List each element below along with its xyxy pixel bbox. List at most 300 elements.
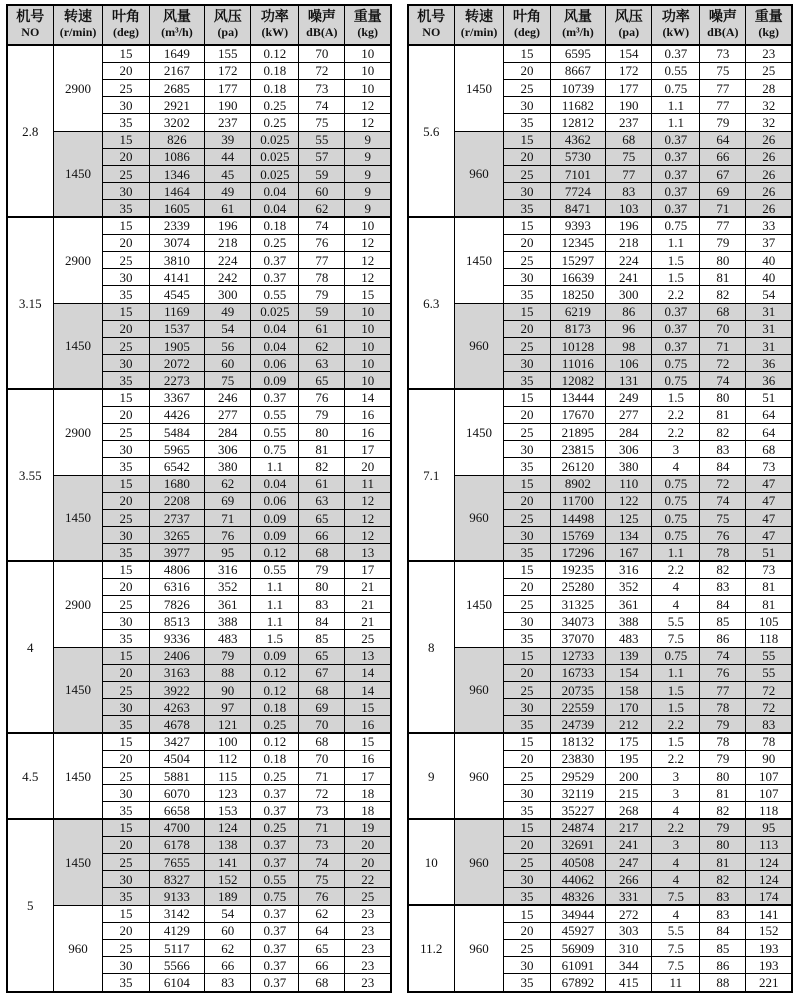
noise-cell: 78 xyxy=(299,269,345,286)
air-pressure-cell: 152 xyxy=(205,871,251,888)
air-volume-cell: 24874 xyxy=(550,819,606,836)
power-cell: 5.5 xyxy=(652,613,700,630)
weight-cell: 15 xyxy=(345,699,391,716)
air-volume-cell: 44062 xyxy=(550,871,606,888)
blade-angle-cell: 20 xyxy=(103,320,149,337)
model-no-cell: 3.55 xyxy=(7,389,53,561)
blade-angle-cell: 30 xyxy=(504,613,550,630)
air-volume-cell: 10128 xyxy=(550,337,606,354)
weight-cell: 9 xyxy=(345,200,391,217)
rpm-cell: 2900 xyxy=(53,45,103,131)
power-cell: 0.09 xyxy=(251,527,299,544)
blade-angle-cell: 30 xyxy=(504,699,550,716)
air-volume-cell: 12812 xyxy=(550,114,606,131)
air-volume-cell: 15769 xyxy=(550,527,606,544)
air-volume-cell: 5881 xyxy=(149,768,205,785)
power-cell: 0.09 xyxy=(251,647,299,664)
air-pressure-cell: 483 xyxy=(606,630,652,647)
weight-cell: 10 xyxy=(345,62,391,79)
weight-cell: 12 xyxy=(345,527,391,544)
air-volume-cell: 6178 xyxy=(149,836,205,853)
weight-cell: 72 xyxy=(746,682,792,699)
table-row xyxy=(7,389,391,406)
air-pressure-cell: 300 xyxy=(606,286,652,303)
air-volume-cell: 2208 xyxy=(149,492,205,509)
air-pressure-cell: 154 xyxy=(606,664,652,681)
blade-angle-cell: 15 xyxy=(103,905,149,922)
air-volume-cell: 56909 xyxy=(550,940,606,957)
noise-cell: 82 xyxy=(700,561,746,578)
air-pressure-cell: 237 xyxy=(606,114,652,131)
air-pressure-cell: 60 xyxy=(205,922,251,939)
weight-cell: 54 xyxy=(746,286,792,303)
weight-cell: 107 xyxy=(746,768,792,785)
power-cell: 0.37 xyxy=(251,854,299,871)
model-no-cell: 9 xyxy=(408,733,454,819)
air-pressure-cell: 241 xyxy=(606,836,652,853)
column-header-model-no: 机号 NO xyxy=(7,5,53,45)
noise-cell: 72 xyxy=(700,355,746,372)
air-volume-cell: 45927 xyxy=(550,922,606,939)
air-pressure-cell: 90 xyxy=(205,682,251,699)
blade-angle-cell: 35 xyxy=(103,544,149,561)
power-cell: 0.55 xyxy=(251,286,299,303)
blade-angle-cell: 15 xyxy=(504,131,550,148)
table-row xyxy=(408,905,792,922)
power-cell: 0.25 xyxy=(251,819,299,836)
air-pressure-cell: 352 xyxy=(606,578,652,595)
noise-cell: 68 xyxy=(700,303,746,320)
air-pressure-cell: 110 xyxy=(606,475,652,492)
noise-cell: 78 xyxy=(700,544,746,561)
power-cell: 4 xyxy=(652,596,700,613)
air-volume-cell: 34073 xyxy=(550,613,606,630)
weight-cell: 20 xyxy=(345,854,391,871)
air-pressure-cell: 196 xyxy=(606,217,652,234)
weight-cell: 72 xyxy=(746,699,792,716)
weight-cell: 25 xyxy=(345,630,391,647)
noise-cell: 79 xyxy=(299,561,345,578)
power-cell: 0.37 xyxy=(652,45,700,62)
air-pressure-cell: 158 xyxy=(606,682,652,699)
column-header-model-no: 机号 NO xyxy=(408,5,454,45)
column-header-air-volume: 风量 (m³/h) xyxy=(149,5,205,45)
air-volume-cell: 4545 xyxy=(149,286,205,303)
weight-cell: 18 xyxy=(345,785,391,802)
air-pressure-cell: 62 xyxy=(205,940,251,957)
weight-cell: 47 xyxy=(746,475,792,492)
air-pressure-cell: 103 xyxy=(606,200,652,217)
blade-angle-cell: 25 xyxy=(504,251,550,268)
blade-angle-cell: 35 xyxy=(103,974,149,992)
air-pressure-cell: 249 xyxy=(606,389,652,406)
blade-angle-cell: 15 xyxy=(103,733,149,750)
power-cell: 4 xyxy=(652,905,700,922)
blade-angle-cell: 25 xyxy=(504,337,550,354)
air-volume-cell: 1605 xyxy=(149,200,205,217)
air-volume-cell: 7655 xyxy=(149,854,205,871)
model-no-cell: 5.6 xyxy=(408,45,454,217)
air-volume-cell: 34944 xyxy=(550,905,606,922)
weight-cell: 26 xyxy=(746,165,792,182)
power-cell: 4 xyxy=(652,871,700,888)
rpm-cell: 960 xyxy=(454,131,504,217)
blade-angle-cell: 20 xyxy=(504,492,550,509)
power-cell: 0.75 xyxy=(652,79,700,96)
power-cell: 0.25 xyxy=(251,234,299,251)
weight-cell: 26 xyxy=(746,183,792,200)
noise-cell: 85 xyxy=(299,630,345,647)
noise-cell: 62 xyxy=(299,337,345,354)
blade-angle-cell: 15 xyxy=(103,389,149,406)
noise-cell: 75 xyxy=(299,871,345,888)
air-pressure-cell: 134 xyxy=(606,527,652,544)
noise-cell: 69 xyxy=(700,183,746,200)
noise-cell: 68 xyxy=(299,544,345,561)
air-volume-cell: 1905 xyxy=(149,337,205,354)
blade-angle-cell: 35 xyxy=(504,888,550,905)
rpm-cell: 1450 xyxy=(454,389,504,475)
blade-angle-cell: 20 xyxy=(103,750,149,767)
weight-cell: 55 xyxy=(746,647,792,664)
blade-angle-cell: 20 xyxy=(103,148,149,165)
table-row xyxy=(7,45,391,62)
air-pressure-cell: 83 xyxy=(606,183,652,200)
power-cell: 3 xyxy=(652,768,700,785)
weight-cell: 83 xyxy=(746,716,792,733)
power-cell: 0.18 xyxy=(251,217,299,234)
air-volume-cell: 1346 xyxy=(149,165,205,182)
weight-cell: 64 xyxy=(746,406,792,423)
air-pressure-cell: 154 xyxy=(606,45,652,62)
air-pressure-cell: 483 xyxy=(205,630,251,647)
weight-cell: 13 xyxy=(345,647,391,664)
rpm-cell: 1450 xyxy=(53,131,103,217)
weight-cell: 10 xyxy=(345,320,391,337)
column-header-air-pressure: 风压 (pa) xyxy=(606,5,652,45)
blade-angle-cell: 30 xyxy=(504,355,550,372)
air-volume-cell: 23815 xyxy=(550,441,606,458)
blade-angle-cell: 25 xyxy=(504,79,550,96)
air-volume-cell: 23830 xyxy=(550,750,606,767)
air-volume-cell: 2167 xyxy=(149,62,205,79)
blade-angle-cell: 35 xyxy=(103,716,149,733)
air-pressure-cell: 388 xyxy=(606,613,652,630)
fan-performance-table-left xyxy=(6,4,392,993)
noise-cell: 75 xyxy=(700,509,746,526)
blade-angle-cell: 20 xyxy=(504,320,550,337)
air-volume-cell: 7826 xyxy=(149,596,205,613)
air-pressure-cell: 303 xyxy=(606,922,652,939)
noise-cell: 79 xyxy=(700,716,746,733)
power-cell: 0.06 xyxy=(251,355,299,372)
rpm-cell: 1450 xyxy=(454,561,504,647)
power-cell: 7.5 xyxy=(652,630,700,647)
blade-angle-cell: 30 xyxy=(504,183,550,200)
blade-angle-cell: 35 xyxy=(504,544,550,561)
power-cell: 7.5 xyxy=(652,940,700,957)
table-row xyxy=(7,131,391,148)
blade-angle-cell: 35 xyxy=(103,372,149,389)
noise-cell: 82 xyxy=(700,802,746,819)
air-volume-cell: 35227 xyxy=(550,802,606,819)
table-body-left xyxy=(7,45,391,992)
rpm-cell: 2900 xyxy=(53,389,103,475)
blade-angle-cell: 15 xyxy=(504,475,550,492)
air-volume-cell: 11016 xyxy=(550,355,606,372)
blade-angle-cell: 15 xyxy=(504,303,550,320)
blade-angle-cell: 30 xyxy=(103,613,149,630)
noise-cell: 74 xyxy=(700,372,746,389)
air-volume-cell: 5566 xyxy=(149,957,205,974)
blade-angle-cell: 20 xyxy=(504,406,550,423)
blade-angle-cell: 20 xyxy=(504,750,550,767)
blade-angle-cell: 15 xyxy=(504,647,550,664)
noise-cell: 79 xyxy=(700,819,746,836)
column-header-power: 功率 (kW) xyxy=(251,5,299,45)
weight-cell: 51 xyxy=(746,389,792,406)
noise-cell: 78 xyxy=(700,699,746,716)
air-pressure-cell: 54 xyxy=(205,320,251,337)
air-volume-cell: 13444 xyxy=(550,389,606,406)
air-pressure-cell: 212 xyxy=(606,716,652,733)
model-no-cell: 7.1 xyxy=(408,389,454,561)
rpm-cell: 960 xyxy=(454,733,504,819)
weight-cell: 40 xyxy=(746,251,792,268)
power-cell: 0.18 xyxy=(251,699,299,716)
noise-cell: 79 xyxy=(700,750,746,767)
air-volume-cell: 8513 xyxy=(149,613,205,630)
noise-cell: 80 xyxy=(700,836,746,853)
rpm-cell: 960 xyxy=(454,647,504,733)
weight-cell: 141 xyxy=(746,905,792,922)
weight-cell: 81 xyxy=(746,578,792,595)
air-volume-cell: 12733 xyxy=(550,647,606,664)
table-row xyxy=(408,647,792,664)
power-cell: 0.75 xyxy=(251,441,299,458)
column-header-air-pressure: 风压 (pa) xyxy=(205,5,251,45)
weight-cell: 21 xyxy=(345,578,391,595)
noise-cell: 71 xyxy=(700,337,746,354)
blade-angle-cell: 15 xyxy=(103,819,149,836)
noise-cell: 83 xyxy=(700,441,746,458)
blade-angle-cell: 25 xyxy=(103,854,149,871)
fan-performance-table-right xyxy=(407,4,793,993)
air-volume-cell: 6219 xyxy=(550,303,606,320)
air-pressure-cell: 61 xyxy=(205,200,251,217)
noise-cell: 84 xyxy=(700,596,746,613)
blade-angle-cell: 20 xyxy=(103,234,149,251)
table-row xyxy=(7,475,391,492)
power-cell: 0.025 xyxy=(251,131,299,148)
power-cell: 0.12 xyxy=(251,544,299,561)
blade-angle-cell: 25 xyxy=(504,682,550,699)
power-cell: 1.1 xyxy=(251,596,299,613)
air-pressure-cell: 189 xyxy=(205,888,251,905)
power-cell: 7.5 xyxy=(652,957,700,974)
blade-angle-cell: 20 xyxy=(103,664,149,681)
weight-cell: 23 xyxy=(746,45,792,62)
power-cell: 0.37 xyxy=(251,974,299,992)
weight-cell: 25 xyxy=(746,62,792,79)
air-volume-cell: 12082 xyxy=(550,372,606,389)
blade-angle-cell: 35 xyxy=(103,114,149,131)
blade-angle-cell: 25 xyxy=(504,596,550,613)
air-pressure-cell: 361 xyxy=(205,596,251,613)
noise-cell: 70 xyxy=(700,320,746,337)
air-volume-cell: 8667 xyxy=(550,62,606,79)
air-pressure-cell: 69 xyxy=(205,492,251,509)
noise-cell: 74 xyxy=(700,492,746,509)
blade-angle-cell: 25 xyxy=(504,423,550,440)
blade-angle-cell: 20 xyxy=(103,922,149,939)
weight-cell: 31 xyxy=(746,337,792,354)
noise-cell: 69 xyxy=(299,699,345,716)
table-header xyxy=(7,5,391,45)
noise-cell: 65 xyxy=(299,940,345,957)
power-cell: 0.37 xyxy=(251,269,299,286)
power-cell: 0.37 xyxy=(652,337,700,354)
noise-cell: 82 xyxy=(299,458,345,475)
noise-cell: 61 xyxy=(299,320,345,337)
power-cell: 0.37 xyxy=(251,785,299,802)
weight-cell: 10 xyxy=(345,45,391,62)
air-volume-cell: 6070 xyxy=(149,785,205,802)
air-volume-cell: 32119 xyxy=(550,785,606,802)
noise-cell: 80 xyxy=(700,389,746,406)
noise-cell: 77 xyxy=(700,79,746,96)
power-cell: 2.2 xyxy=(652,750,700,767)
table-row xyxy=(7,733,391,750)
air-volume-cell: 17296 xyxy=(550,544,606,561)
weight-cell: 22 xyxy=(345,871,391,888)
air-volume-cell: 1680 xyxy=(149,475,205,492)
power-cell: 0.37 xyxy=(251,905,299,922)
table-row xyxy=(408,303,792,320)
noise-cell: 81 xyxy=(700,269,746,286)
air-pressure-cell: 83 xyxy=(205,974,251,992)
power-cell: 0.37 xyxy=(251,836,299,853)
rpm-cell: 960 xyxy=(454,819,504,905)
power-cell: 3 xyxy=(652,836,700,853)
air-volume-cell: 32691 xyxy=(550,836,606,853)
air-volume-cell: 8471 xyxy=(550,200,606,217)
blade-angle-cell: 15 xyxy=(103,45,149,62)
blade-angle-cell: 35 xyxy=(504,802,550,819)
noise-cell: 57 xyxy=(299,148,345,165)
blade-angle-cell: 25 xyxy=(103,940,149,957)
blade-angle-cell: 25 xyxy=(103,682,149,699)
weight-cell: 193 xyxy=(746,957,792,974)
air-pressure-cell: 167 xyxy=(606,544,652,561)
weight-cell: 90 xyxy=(746,750,792,767)
air-pressure-cell: 79 xyxy=(205,647,251,664)
table-row xyxy=(408,475,792,492)
model-no-cell: 5 xyxy=(7,819,53,992)
blade-angle-cell: 25 xyxy=(504,509,550,526)
air-volume-cell: 11700 xyxy=(550,492,606,509)
air-volume-cell: 25280 xyxy=(550,578,606,595)
blade-angle-cell: 20 xyxy=(504,234,550,251)
power-cell: 2.2 xyxy=(652,819,700,836)
noise-cell: 83 xyxy=(700,905,746,922)
noise-cell: 75 xyxy=(700,62,746,79)
power-cell: 0.75 xyxy=(251,888,299,905)
weight-cell: 26 xyxy=(746,131,792,148)
weight-cell: 152 xyxy=(746,922,792,939)
air-pressure-cell: 361 xyxy=(606,596,652,613)
blade-angle-cell: 20 xyxy=(103,836,149,853)
weight-cell: 11 xyxy=(345,475,391,492)
noise-cell: 80 xyxy=(299,423,345,440)
weight-cell: 73 xyxy=(746,458,792,475)
blade-angle-cell: 15 xyxy=(103,475,149,492)
weight-cell: 16 xyxy=(345,716,391,733)
noise-cell: 75 xyxy=(299,114,345,131)
weight-cell: 9 xyxy=(345,183,391,200)
air-volume-cell: 3977 xyxy=(149,544,205,561)
air-volume-cell: 20735 xyxy=(550,682,606,699)
weight-cell: 12 xyxy=(345,251,391,268)
power-cell: 0.04 xyxy=(251,200,299,217)
air-volume-cell: 4806 xyxy=(149,561,205,578)
air-volume-cell: 5484 xyxy=(149,423,205,440)
table-row xyxy=(408,45,792,62)
blade-angle-cell: 20 xyxy=(504,578,550,595)
blade-angle-cell: 30 xyxy=(504,269,550,286)
air-pressure-cell: 125 xyxy=(606,509,652,526)
weight-cell: 10 xyxy=(345,303,391,320)
noise-cell: 86 xyxy=(700,957,746,974)
air-volume-cell: 14498 xyxy=(550,509,606,526)
rpm-cell: 960 xyxy=(53,905,103,992)
air-pressure-cell: 54 xyxy=(205,905,251,922)
air-pressure-cell: 155 xyxy=(205,45,251,62)
blade-angle-cell: 20 xyxy=(103,578,149,595)
noise-cell: 68 xyxy=(299,974,345,992)
weight-cell: 14 xyxy=(345,389,391,406)
air-pressure-cell: 284 xyxy=(606,423,652,440)
noise-cell: 66 xyxy=(700,148,746,165)
weight-cell: 31 xyxy=(746,303,792,320)
air-volume-cell: 3367 xyxy=(149,389,205,406)
power-cell: 0.37 xyxy=(652,320,700,337)
weight-cell: 47 xyxy=(746,527,792,544)
power-cell: 0.25 xyxy=(251,97,299,114)
weight-cell: 17 xyxy=(345,561,391,578)
air-volume-cell: 6542 xyxy=(149,458,205,475)
air-volume-cell: 24739 xyxy=(550,716,606,733)
air-pressure-cell: 380 xyxy=(606,458,652,475)
noise-cell: 71 xyxy=(299,768,345,785)
power-cell: 0.37 xyxy=(251,922,299,939)
air-pressure-cell: 75 xyxy=(606,148,652,165)
air-pressure-cell: 123 xyxy=(205,785,251,802)
table-row xyxy=(7,561,391,578)
blade-angle-cell: 20 xyxy=(504,148,550,165)
blade-angle-cell: 25 xyxy=(504,854,550,871)
rpm-cell: 2900 xyxy=(53,561,103,647)
power-cell: 1.1 xyxy=(652,97,700,114)
noise-cell: 85 xyxy=(700,613,746,630)
air-volume-cell: 5117 xyxy=(149,940,205,957)
noise-cell: 64 xyxy=(299,922,345,939)
power-cell: 2.2 xyxy=(652,716,700,733)
power-cell: 0.75 xyxy=(652,372,700,389)
air-pressure-cell: 246 xyxy=(205,389,251,406)
weight-cell: 18 xyxy=(345,802,391,819)
power-cell: 4 xyxy=(652,802,700,819)
